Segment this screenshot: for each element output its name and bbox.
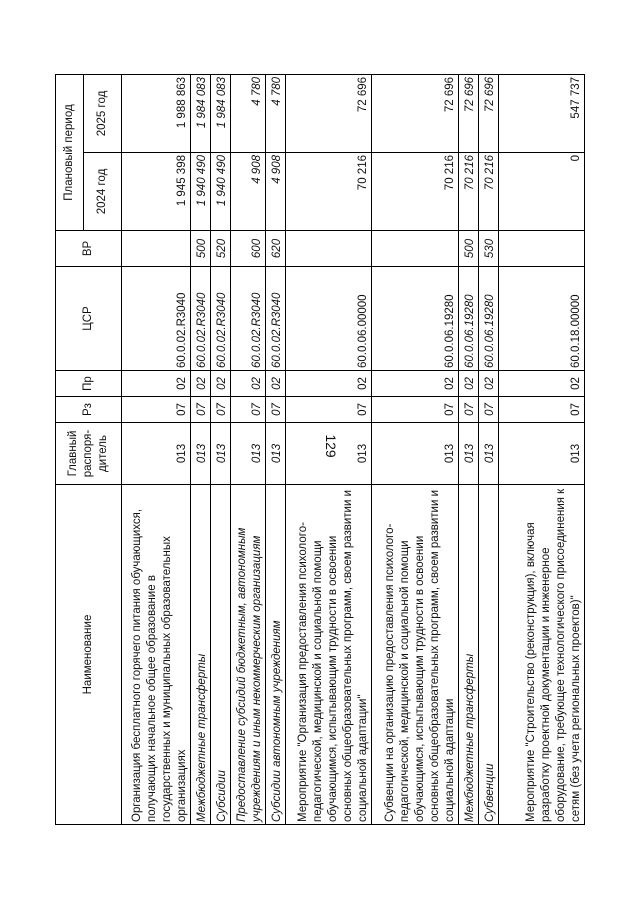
row-csr: 60.0.02.R3040 (190, 267, 210, 371)
row-pr: 02 (210, 371, 230, 397)
row-vr: 600 (230, 231, 265, 267)
header-2024: 2024 год (84, 153, 122, 231)
row-2025: 1 988 863 (122, 74, 191, 152)
row-csr: 60.0.06.19280 (458, 267, 478, 371)
row-pr: 02 (122, 371, 191, 397)
row-rz: 07 (285, 397, 371, 423)
row-2024: 1 940 490 (190, 153, 210, 231)
row-vr: 500 (458, 231, 478, 267)
row-gr: 013 (210, 423, 230, 485)
row-pr: 02 (285, 371, 371, 397)
table-row (478, 74, 498, 824)
row-pr: 02 (265, 371, 285, 397)
row-rz: 07 (478, 397, 498, 423)
table-row (210, 74, 230, 824)
header-rz: Рз (56, 397, 122, 423)
header-plan: Плановый период (56, 74, 84, 230)
row-vr (498, 231, 584, 267)
row-rz: 07 (458, 397, 478, 423)
row-name: Субвенции на организацию предоставления психолого-педагогической, медицинской и социальной помощи обучающимся, испытывающим трудности в освоении основных общеобразовательных программ, своем развитии и социальной адаптации (372, 485, 458, 825)
row-csr: 60.0.06.19280 (478, 267, 498, 371)
row-rz: 07 (265, 397, 285, 423)
row-2024: 70 216 (372, 153, 458, 231)
header-glavny: Главный распоря-дитель (56, 423, 122, 485)
row-name: Субсидии автономным учреждениям (265, 485, 285, 825)
row-vr: 620 (265, 231, 285, 267)
row-2024: 1 945 398 (122, 153, 191, 231)
row-csr: 60.0.02.R3040 (122, 267, 191, 371)
row-gr: 013 (458, 423, 478, 485)
row-gr: 013 (498, 423, 584, 485)
row-2025: 4 780 (265, 74, 285, 152)
header-csr: ЦСР (56, 267, 122, 371)
row-gr: 013 (122, 423, 191, 485)
row-pr: 02 (230, 371, 265, 397)
row-gr: 013 (285, 423, 371, 485)
row-csr: 60.0.06.19280 (372, 267, 458, 371)
row-rz: 07 (230, 397, 265, 423)
table-row (372, 74, 458, 824)
row-2024: 70 216 (285, 153, 371, 231)
row-rz: 07 (122, 397, 191, 423)
row-rz: 07 (498, 397, 584, 423)
row-csr: 60.0.06.00000 (285, 267, 371, 371)
table-row (458, 74, 478, 824)
row-pr: 02 (478, 371, 498, 397)
row-2024: 0 (498, 153, 584, 231)
row-name: Межбюджетные трансферты (190, 485, 210, 825)
row-name: Мероприятие "Строительство (реконструкция), включая разработку проектной документации и инженерное оборудование, требующее технологического присоединения к сетям (без учета региональных проектов)" (498, 485, 584, 825)
row-2025: 72 696 (285, 74, 371, 152)
row-rz: 07 (190, 397, 210, 423)
row-2025: 4 780 (230, 74, 265, 152)
row-vr: 530 (478, 231, 498, 267)
row-name: Субвенции (478, 485, 498, 825)
row-vr (285, 231, 371, 267)
row-pr: 02 (498, 371, 584, 397)
row-gr: 013 (190, 423, 210, 485)
row-2025: 72 696 (478, 74, 498, 152)
row-pr: 02 (190, 371, 210, 397)
row-name: Мероприятие "Организация предоставления психолого-педагогической, медицинской и социальной помощи обучающимся, испытывающим трудности в освоении основных общеобразовательных программ, своем развитии и социальной адаптации" (285, 485, 371, 825)
page-number: 129 (323, 434, 339, 458)
table-row (190, 74, 210, 824)
row-2025: 1 984 083 (210, 74, 230, 152)
row-csr: 60.0.18.00000 (498, 267, 584, 371)
row-vr (372, 231, 458, 267)
row-vr: 520 (210, 231, 230, 267)
row-name: Организация бесплатного горячего питания обучающихся, получающих начальное общее образование в государственных и муниципальных образовательных организациях (122, 485, 191, 825)
row-name: Предоставление субсидий бюджетным, автономным учреждениям и иным некоммерческим организациям (230, 485, 265, 825)
table-row (285, 74, 371, 824)
row-2025: 72 696 (458, 74, 478, 152)
header-vr: ВР (56, 231, 122, 267)
row-gr: 013 (230, 423, 265, 485)
header-2025: 2025 год (84, 74, 122, 152)
row-2024: 70 216 (458, 153, 478, 231)
row-vr (122, 231, 191, 267)
row-pr: 02 (458, 371, 478, 397)
row-rz: 07 (210, 397, 230, 423)
table-row (230, 74, 265, 824)
row-2025: 547 737 (498, 74, 584, 152)
row-name: Межбюджетные трансферты (458, 485, 478, 825)
row-vr: 500 (190, 231, 210, 267)
row-2024: 4 908 (265, 153, 285, 231)
row-csr: 60.0.02.R3040 (265, 267, 285, 371)
row-gr: 013 (372, 423, 458, 485)
row-2025: 72 696 (372, 74, 458, 152)
table-row (498, 74, 584, 824)
table-row (265, 74, 285, 824)
row-name: Субсидии (210, 485, 230, 825)
row-gr: 013 (265, 423, 285, 485)
row-csr: 60.0.02.R3040 (230, 267, 265, 371)
row-gr: 013 (478, 423, 498, 485)
budget-table (55, 74, 585, 825)
row-pr: 02 (372, 371, 458, 397)
row-2025: 1 984 083 (190, 74, 210, 152)
row-csr: 60.0.02.R3040 (210, 267, 230, 371)
row-rz: 07 (372, 397, 458, 423)
row-2024: 1 940 490 (210, 153, 230, 231)
row-2024: 4 908 (230, 153, 265, 231)
header-name: Наименование (56, 485, 122, 825)
rotated-table-container (55, 75, 585, 825)
header-pr: Пр (56, 371, 122, 397)
table-row (122, 74, 191, 824)
row-2024: 70 216 (478, 153, 498, 231)
